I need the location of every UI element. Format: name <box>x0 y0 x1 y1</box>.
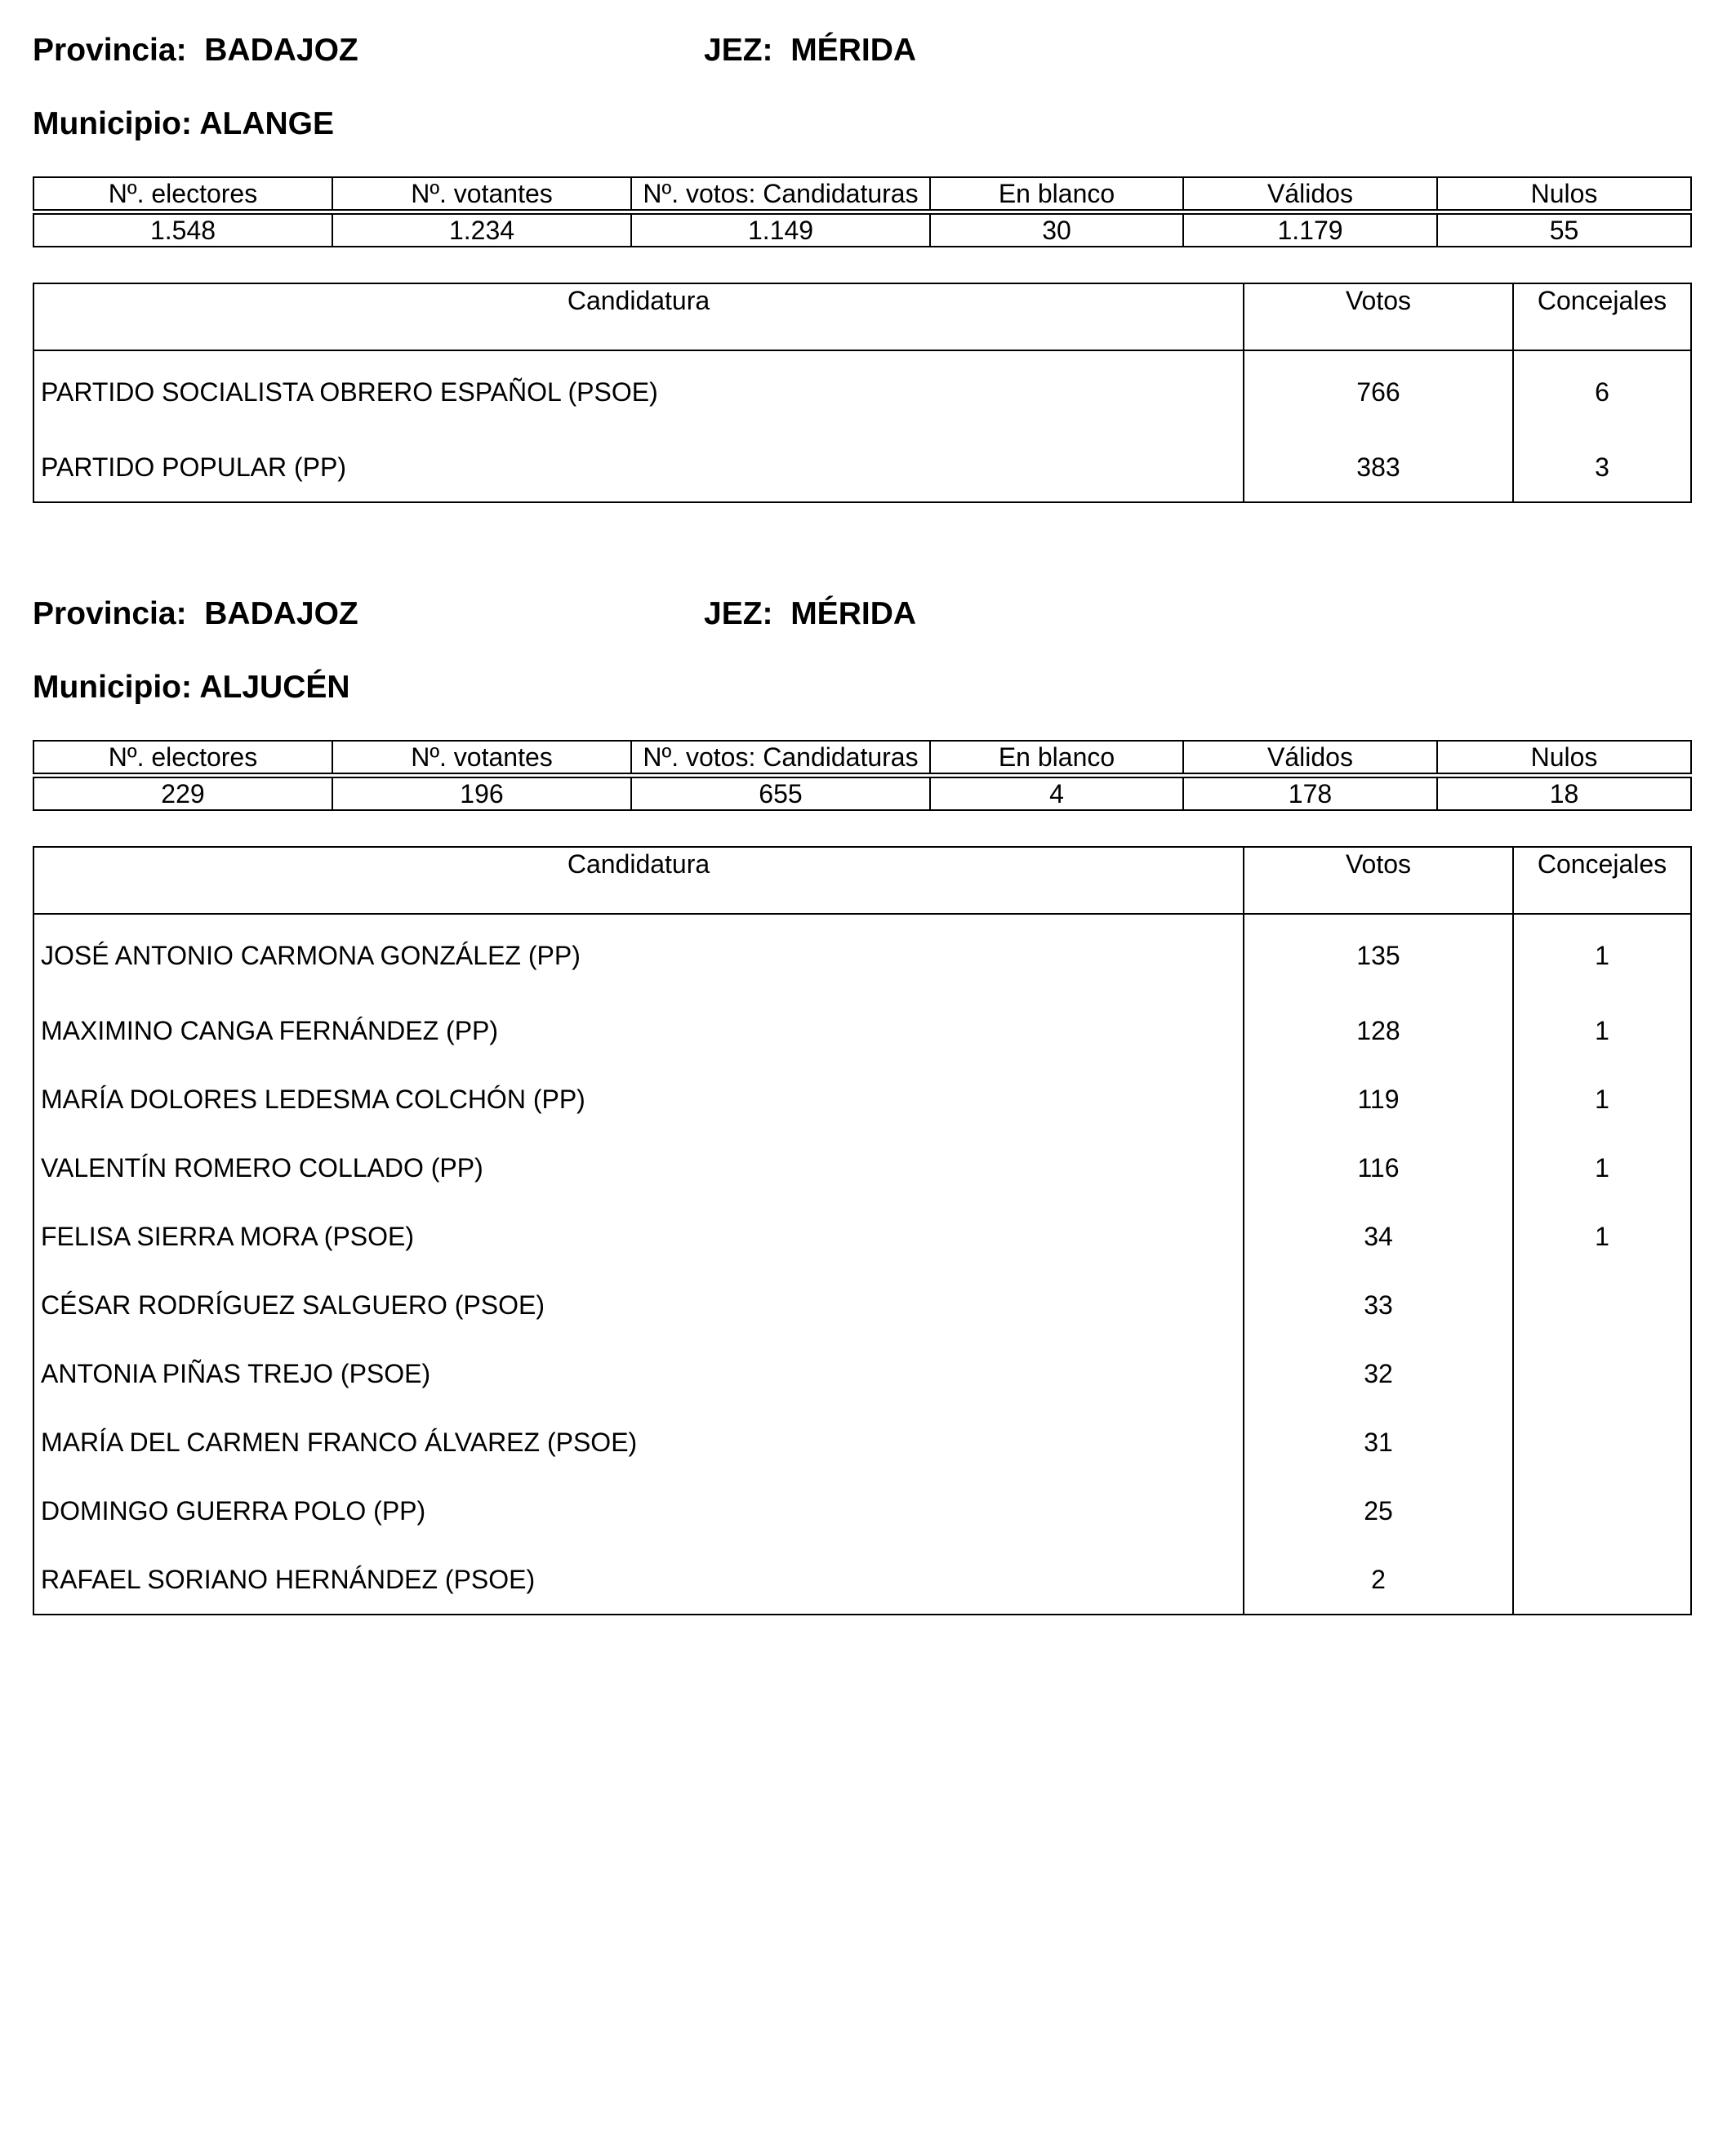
candidate-votos: 766 <box>1244 350 1513 433</box>
concejales-header: Concejales <box>1513 847 1691 914</box>
candidate-concejales: 1 <box>1513 1134 1691 1202</box>
summary-value-cell: 1.548 <box>33 214 332 247</box>
provincia-label: Provincia: <box>33 596 187 631</box>
municipio-value: ALANGE <box>199 106 335 141</box>
candidate-votos: 25 <box>1244 1477 1513 1545</box>
candidatura-header: Candidatura <box>33 847 1244 914</box>
summary-value-row <box>33 777 1691 810</box>
municipio-label: Municipio: <box>33 670 192 705</box>
provincia-label: Provincia: <box>33 33 187 68</box>
candidate-votos: 135 <box>1244 914 1513 996</box>
summary-value-cell: 18 <box>1437 777 1691 810</box>
table-row <box>33 1477 1691 1545</box>
candidate-name: MARÍA DOLORES LEDESMA COLCHÓN (PP) <box>33 1065 1244 1134</box>
candidate-name: CÉSAR RODRÍGUEZ SALGUERO (PSOE) <box>33 1271 1244 1339</box>
candidate-votos: 119 <box>1244 1065 1513 1134</box>
candidate-votos: 34 <box>1244 1202 1513 1271</box>
summary-table <box>33 176 1692 247</box>
candidate-votos: 116 <box>1244 1134 1513 1202</box>
candidate-name: RAFAEL SORIANO HERNÁNDEZ (PSOE) <box>33 1545 1244 1615</box>
summary-header-cell: Nulos <box>1437 741 1691 773</box>
votos-header: Votos <box>1244 847 1513 914</box>
table-row <box>33 1202 1691 1271</box>
municipio-heading <box>33 670 350 706</box>
summary-value-cell: 1.179 <box>1183 214 1437 247</box>
candidate-concejales: 6 <box>1513 350 1691 433</box>
candidates-header-row <box>33 283 1691 350</box>
votos-header: Votos <box>1244 283 1513 350</box>
summary-header-cell: En blanco <box>930 177 1183 210</box>
candidate-name: MARÍA DEL CARMEN FRANCO ÁLVAREZ (PSOE) <box>33 1408 1244 1477</box>
provincia-heading <box>33 596 358 632</box>
jez-label: JEZ: <box>704 33 773 68</box>
candidate-name: VALENTÍN ROMERO COLLADO (PP) <box>33 1134 1244 1202</box>
jez-label: JEZ: <box>704 596 773 631</box>
table-row <box>33 350 1691 433</box>
candidate-name: ANTONIA PIÑAS TREJO (PSOE) <box>33 1339 1244 1408</box>
candidatura-header: Candidatura <box>33 283 1244 350</box>
summary-value-cell: 229 <box>33 777 332 810</box>
table-row <box>33 914 1691 996</box>
summary-header-cell: Nº. electores <box>33 741 332 773</box>
table-row <box>33 996 1691 1065</box>
summary-value-row <box>33 214 1691 247</box>
candidate-name: PARTIDO POPULAR (PP) <box>33 433 1244 502</box>
table-row <box>33 1134 1691 1202</box>
summary-value-cell: 655 <box>631 777 930 810</box>
summary-header-cell: Válidos <box>1183 741 1437 773</box>
table-row <box>33 1339 1691 1408</box>
summary-table <box>33 740 1692 811</box>
table-row <box>33 1065 1691 1134</box>
municipio-heading <box>33 106 334 142</box>
candidate-name: FELISA SIERRA MORA (PSOE) <box>33 1202 1244 1271</box>
summary-value-cell: 55 <box>1437 214 1691 247</box>
jez-value: MÉRIDA <box>790 33 917 68</box>
candidate-name: MAXIMINO CANGA FERNÁNDEZ (PP) <box>33 996 1244 1065</box>
candidate-votos: 33 <box>1244 1271 1513 1339</box>
candidate-votos: 31 <box>1244 1408 1513 1477</box>
table-row <box>33 1545 1691 1615</box>
candidate-concejales: 1 <box>1513 914 1691 996</box>
summary-header-row <box>33 741 1691 773</box>
summary-header-cell: Nº. electores <box>33 177 332 210</box>
candidate-votos: 32 <box>1244 1339 1513 1408</box>
summary-header-cell: Nº. votantes <box>332 177 631 210</box>
table-row <box>33 1271 1691 1339</box>
provincia-heading <box>33 33 358 69</box>
concejales-header: Concejales <box>1513 283 1691 350</box>
candidate-votos: 128 <box>1244 996 1513 1065</box>
candidate-concejales <box>1513 1408 1691 1477</box>
candidates-header-row <box>33 847 1691 914</box>
municipio-label: Municipio: <box>33 106 192 141</box>
candidate-name: DOMINGO GUERRA POLO (PP) <box>33 1477 1244 1545</box>
summary-value-cell: 196 <box>332 777 631 810</box>
jez-heading <box>704 33 916 69</box>
summary-value-cell: 4 <box>930 777 1183 810</box>
summary-header-cell: Válidos <box>1183 177 1437 210</box>
summary-value-cell: 30 <box>930 214 1183 247</box>
provincia-value: BADAJOZ <box>204 596 358 631</box>
table-row <box>33 433 1691 502</box>
candidates-table <box>33 846 1692 1615</box>
candidate-name: JOSÉ ANTONIO CARMONA GONZÁLEZ (PP) <box>33 914 1244 996</box>
table-row <box>33 1408 1691 1477</box>
summary-header-cell: En blanco <box>930 741 1183 773</box>
candidate-concejales <box>1513 1545 1691 1615</box>
summary-value-cell: 1.149 <box>631 214 930 247</box>
jez-heading <box>704 596 916 632</box>
candidate-concejales <box>1513 1339 1691 1408</box>
candidate-concejales <box>1513 1477 1691 1545</box>
candidate-concejales: 1 <box>1513 1065 1691 1134</box>
candidate-concejales: 1 <box>1513 996 1691 1065</box>
summary-header-row <box>33 177 1691 210</box>
summary-value-cell: 178 <box>1183 777 1437 810</box>
summary-header-cell: Nº. votos: Candidaturas <box>631 177 930 210</box>
municipio-value: ALJUCÉN <box>199 670 350 705</box>
candidate-name: PARTIDO SOCIALISTA OBRERO ESPAÑOL (PSOE) <box>33 350 1244 433</box>
jez-value: MÉRIDA <box>790 596 917 631</box>
summary-value-cell: 1.234 <box>332 214 631 247</box>
provincia-value: BADAJOZ <box>204 33 358 68</box>
candidate-concejales: 1 <box>1513 1202 1691 1271</box>
candidate-votos: 2 <box>1244 1545 1513 1615</box>
candidate-votos: 383 <box>1244 433 1513 502</box>
summary-header-cell: Nº. votos: Candidaturas <box>631 741 930 773</box>
summary-header-cell: Nulos <box>1437 177 1691 210</box>
summary-header-cell: Nº. votantes <box>332 741 631 773</box>
candidate-concejales: 3 <box>1513 433 1691 502</box>
candidate-concejales <box>1513 1271 1691 1339</box>
candidates-table <box>33 283 1692 503</box>
